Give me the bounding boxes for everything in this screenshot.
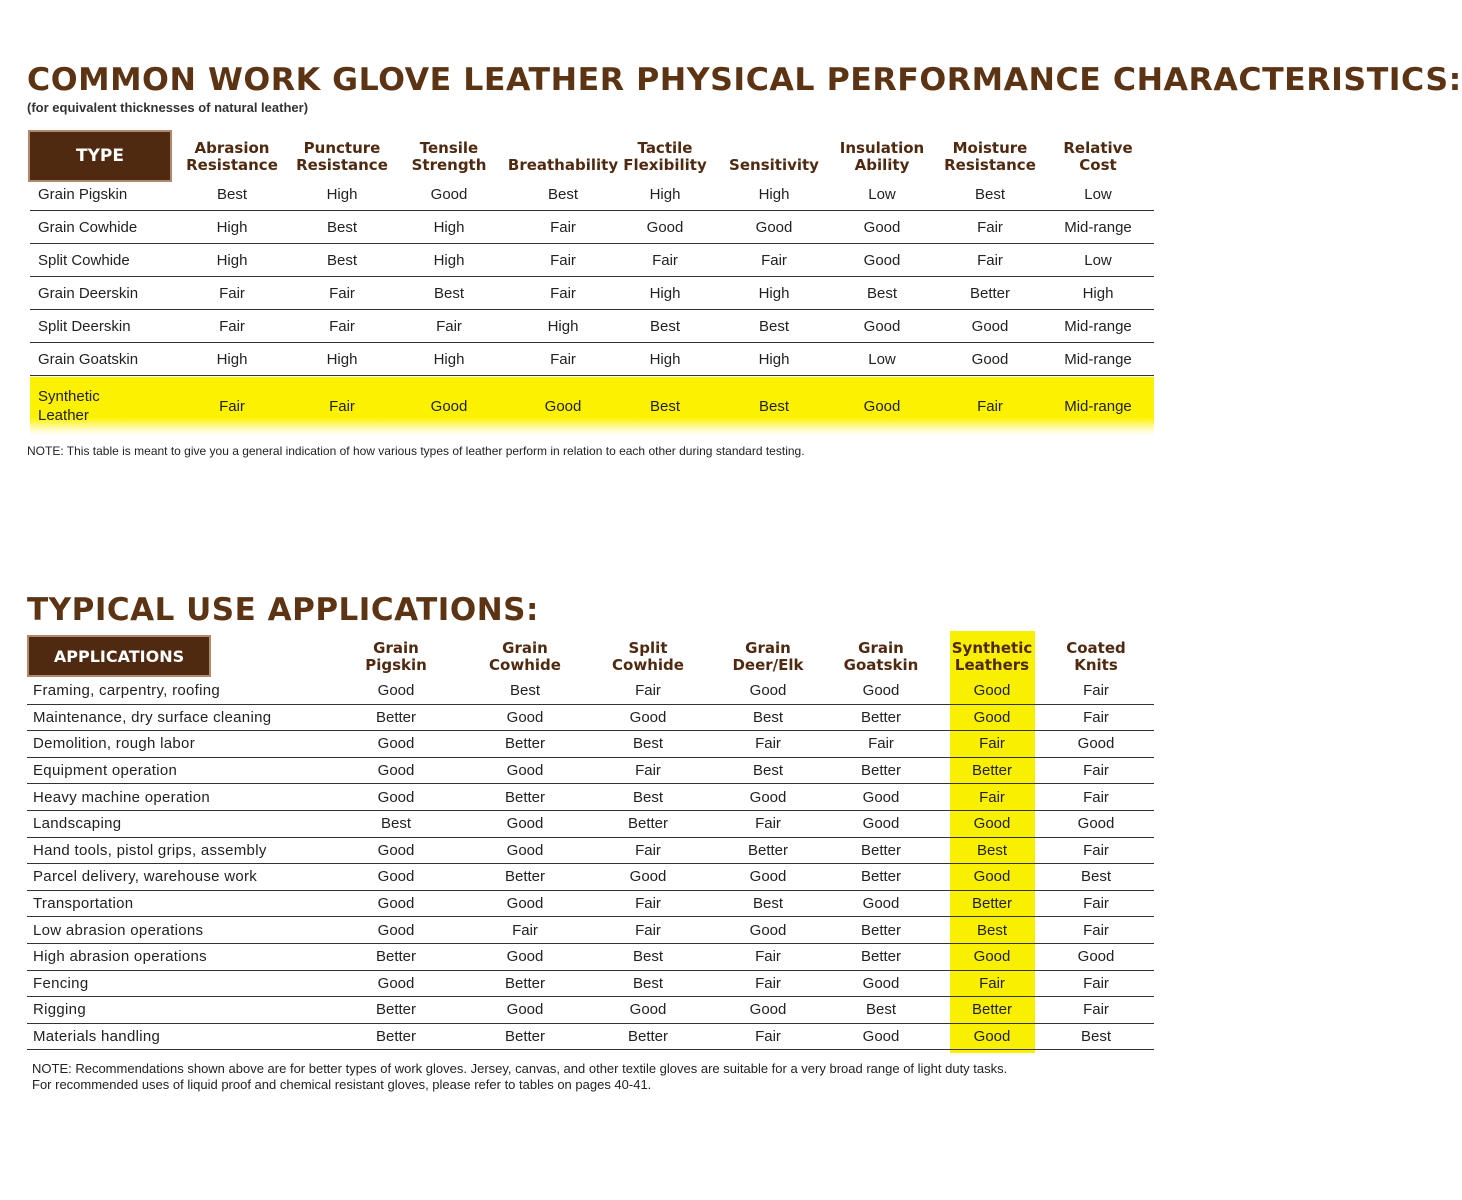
column-header-line: Cowhide xyxy=(489,656,561,674)
column-header-line: Synthetic xyxy=(951,639,1033,657)
application-name: Maintenance, dry surface cleaning xyxy=(33,708,272,726)
column-header-line: Puncture xyxy=(303,139,381,157)
rating-cell: Fair xyxy=(329,397,355,415)
recommendation-cell: Good xyxy=(862,974,900,992)
applications-row xyxy=(27,997,1154,1024)
applications-row xyxy=(27,811,1154,838)
rating-cell: Good xyxy=(863,397,901,415)
rating-cell: Best xyxy=(974,185,1006,203)
applications-row xyxy=(27,864,1154,891)
column-header-line: Split xyxy=(628,639,668,657)
rating-cell: Fair xyxy=(977,218,1003,236)
rating-cell: Best xyxy=(326,218,358,236)
recommendation-cell: Better xyxy=(504,735,546,753)
rating-cell: Good xyxy=(863,218,901,236)
rating-cell: Fair xyxy=(550,284,576,302)
recommendation-cell: Good xyxy=(862,895,900,913)
rating-cell: High xyxy=(433,350,465,368)
rating-cell: Better xyxy=(969,284,1011,302)
recommendation-cell: Better xyxy=(860,841,902,859)
recommendation-cell: Good xyxy=(506,895,544,913)
column-header-line: Pigskin xyxy=(365,656,427,674)
column-header-line: Moisture xyxy=(952,139,1028,157)
rating-cell: Good xyxy=(971,317,1009,335)
column-header-line: Sensitivity xyxy=(729,156,819,174)
rating-cell: Fair xyxy=(550,350,576,368)
recommendation-cell: Good xyxy=(973,1028,1011,1046)
recommendation-cell: Better xyxy=(860,948,902,966)
recommendation-cell: Fair xyxy=(868,735,894,753)
recommendation-cell: Good xyxy=(377,682,415,700)
rating-cell: Best xyxy=(216,185,248,203)
performance-row xyxy=(30,343,1154,376)
column-header-line: Grain xyxy=(502,639,548,657)
applications-column-header xyxy=(489,638,561,674)
column-header-line: Deer/Elk xyxy=(732,656,804,674)
recommendation-cell: Better xyxy=(971,895,1013,913)
column-header-line: Grain xyxy=(745,639,791,657)
rating-cell: Fair xyxy=(977,251,1003,269)
column-header-line: Cost xyxy=(1079,156,1117,174)
recommendation-cell: Best xyxy=(976,921,1008,939)
application-name: Rigging xyxy=(33,1001,86,1019)
application-name: Fencing xyxy=(33,974,89,992)
column-header-line: Ability xyxy=(854,156,910,174)
applications-row xyxy=(27,971,1154,998)
applications-column-header xyxy=(952,638,1033,674)
performance-column-header xyxy=(1063,138,1132,174)
recommendation-cell: Good xyxy=(973,948,1011,966)
rating-cell: Mid-range xyxy=(1064,218,1132,236)
performance-column-header xyxy=(296,138,388,174)
recommendation-cell: Better xyxy=(375,948,417,966)
recommendation-cell: Good xyxy=(506,841,544,859)
column-header-line: Relative xyxy=(1063,139,1133,157)
recommendation-cell: Best xyxy=(632,948,664,966)
rating-cell: High xyxy=(326,350,358,368)
recommendation-cell: Better xyxy=(971,1001,1013,1019)
performance-row xyxy=(30,244,1154,277)
recommendation-cell: Good xyxy=(506,1001,544,1019)
recommendation-cell: Fair xyxy=(755,1028,781,1046)
performance-column-header xyxy=(944,138,1036,174)
recommendation-cell: Fair xyxy=(1083,974,1109,992)
recommendation-cell: Best xyxy=(632,735,664,753)
recommendation-cell: Good xyxy=(749,788,787,806)
recommendation-cell: Fair xyxy=(979,788,1005,806)
rating-cell: Good xyxy=(430,185,468,203)
column-header-line: Insulation xyxy=(839,139,925,157)
type-header-box: TYPE xyxy=(28,130,172,182)
applications-row xyxy=(27,917,1154,944)
performance-subtitle: (for equivalent thicknesses of natural leather) xyxy=(27,100,309,115)
application-name: Transportation xyxy=(33,895,134,913)
recommendation-cell: Good xyxy=(749,1001,787,1019)
recommendation-cell: Good xyxy=(629,1001,667,1019)
recommendation-cell: Best xyxy=(752,708,784,726)
column-header-line: Coated xyxy=(1066,639,1126,657)
recommendation-cell: Best xyxy=(752,762,784,780)
recommendation-cell: Good xyxy=(377,788,415,806)
rating-cell: Fair xyxy=(219,397,245,415)
column-header-line: Abrasion xyxy=(194,139,270,157)
column-header-line: Resistance xyxy=(944,156,1036,174)
rating-cell: Fair xyxy=(219,317,245,335)
performance-row xyxy=(30,377,1154,435)
recommendation-cell: Good xyxy=(506,815,544,833)
recommendation-cell: Better xyxy=(375,1028,417,1046)
rating-cell: Best xyxy=(649,397,681,415)
performance-row xyxy=(30,310,1154,343)
recommendation-cell: Good xyxy=(377,895,415,913)
rating-cell: Best xyxy=(547,185,579,203)
column-header-line: Resistance xyxy=(296,156,388,174)
rating-cell: High xyxy=(433,218,465,236)
application-name: Parcel delivery, warehouse work xyxy=(33,868,258,886)
recommendation-cell: Fair xyxy=(979,735,1005,753)
recommendation-cell: Good xyxy=(377,735,415,753)
rating-cell: Fair xyxy=(329,284,355,302)
applications-column-header xyxy=(365,638,427,674)
applications-header-box: APPLICATIONS xyxy=(27,635,211,677)
recommendation-cell: Better xyxy=(971,762,1013,780)
rating-cell: Best xyxy=(758,317,790,335)
recommendation-cell: Best xyxy=(380,815,412,833)
rating-cell: Good xyxy=(755,218,793,236)
performance-title: COMMON WORK GLOVE LEATHER PHYSICAL PERFORMANCE CHARACTERISTICS: xyxy=(27,62,1462,98)
application-name: Framing, carpentry, roofing xyxy=(33,682,221,700)
applications-row xyxy=(27,678,1154,705)
application-name: High abrasion operations xyxy=(33,948,207,966)
application-name: Hand tools, pistol grips, assembly xyxy=(33,841,267,859)
recommendation-cell: Better xyxy=(375,1001,417,1019)
recommendation-cell: Best xyxy=(976,841,1008,859)
recommendation-cell: Good xyxy=(377,762,415,780)
performance-row xyxy=(30,178,1154,211)
column-header-line: Tensile xyxy=(419,139,479,157)
recommendation-cell: Better xyxy=(504,868,546,886)
leather-type-name: Grain Deerskin xyxy=(38,284,139,302)
rating-cell: High xyxy=(547,317,579,335)
recommendation-cell: Fair xyxy=(1083,1001,1109,1019)
column-header-line: Cowhide xyxy=(612,656,684,674)
applications-row xyxy=(27,705,1154,732)
recommendation-cell: Better xyxy=(860,921,902,939)
recommendation-cell: Fair xyxy=(635,895,661,913)
rating-cell: Fair xyxy=(977,397,1003,415)
recommendation-cell: Better xyxy=(504,1028,546,1046)
recommendation-cell: Fair xyxy=(635,682,661,700)
column-header-line: Breathability xyxy=(507,156,619,174)
leather-type-name: Split Cowhide xyxy=(38,251,130,269)
application-name: Equipment operation xyxy=(33,762,178,780)
column-header-line: Leathers xyxy=(954,656,1030,674)
recommendation-cell: Good xyxy=(862,682,900,700)
column-header-line: Strength xyxy=(411,156,487,174)
rating-cell: Fair xyxy=(550,218,576,236)
recommendation-cell: Fair xyxy=(1083,921,1109,939)
rating-cell: Fair xyxy=(652,251,678,269)
recommendation-cell: Better xyxy=(860,868,902,886)
column-header-line: Goatskin xyxy=(843,656,919,674)
recommendation-cell: Fair xyxy=(1083,895,1109,913)
application-name: Demolition, rough labor xyxy=(33,735,195,753)
recommendation-cell: Better xyxy=(375,708,417,726)
rating-cell: Good xyxy=(971,350,1009,368)
rating-cell: Best xyxy=(866,284,898,302)
recommendation-cell: Fair xyxy=(755,815,781,833)
rating-cell: High xyxy=(649,284,681,302)
recommendation-cell: Fair xyxy=(635,921,661,939)
recommendation-cell: Fair xyxy=(1083,682,1109,700)
recommendation-cell: Good xyxy=(1077,948,1115,966)
recommendation-cell: Fair xyxy=(755,948,781,966)
application-name: Landscaping xyxy=(33,815,122,833)
applications-row xyxy=(27,838,1154,865)
applications-row xyxy=(27,1024,1154,1051)
rating-cell: Mid-range xyxy=(1064,397,1132,415)
recommendation-cell: Best xyxy=(632,974,664,992)
recommendation-cell: Best xyxy=(509,682,541,700)
rating-cell: Low xyxy=(1084,251,1112,269)
recommendation-cell: Good xyxy=(973,708,1011,726)
rating-cell: High xyxy=(326,185,358,203)
performance-column-header xyxy=(186,138,278,174)
rating-cell: Fair xyxy=(219,284,245,302)
recommendation-cell: Good xyxy=(973,682,1011,700)
rating-cell: Good xyxy=(430,397,468,415)
rating-cell: Low xyxy=(868,350,896,368)
leather-type-name: Grain Cowhide xyxy=(38,218,138,236)
leather-type-name: Split Deerskin xyxy=(38,317,131,335)
column-header-line: Knits xyxy=(1074,656,1118,674)
recommendation-cell: Good xyxy=(749,868,787,886)
recommendation-cell: Good xyxy=(1077,735,1115,753)
recommendation-cell: Fair xyxy=(635,762,661,780)
recommendation-cell: Good xyxy=(506,948,544,966)
performance-column-header xyxy=(840,138,924,174)
application-name: Low abrasion operations xyxy=(33,921,204,939)
recommendation-cell: Good xyxy=(506,708,544,726)
recommendation-cell: Good xyxy=(749,682,787,700)
recommendation-cell: Good xyxy=(629,708,667,726)
recommendation-cell: Good xyxy=(506,762,544,780)
applications-row xyxy=(27,891,1154,918)
rating-cell: High xyxy=(1082,284,1114,302)
rating-cell: Best xyxy=(758,397,790,415)
performance-column-header xyxy=(412,138,487,174)
rating-cell: High xyxy=(758,350,790,368)
recommendation-cell: Fair xyxy=(755,735,781,753)
rating-cell: High xyxy=(758,284,790,302)
rating-cell: High xyxy=(216,218,248,236)
rating-cell: Low xyxy=(868,185,896,203)
performance-row xyxy=(30,211,1154,244)
recommendation-cell: Best xyxy=(752,895,784,913)
recommendation-cell: Good xyxy=(862,1028,900,1046)
recommendation-cell: Fair xyxy=(1083,762,1109,780)
recommendation-cell: Good xyxy=(973,868,1011,886)
recommendation-cell: Best xyxy=(1080,1028,1112,1046)
applications-row xyxy=(27,731,1154,758)
recommendation-cell: Fair xyxy=(1083,841,1109,859)
rating-cell: Good xyxy=(544,397,582,415)
application-name: Heavy machine operation xyxy=(33,788,210,806)
recommendation-cell: Good xyxy=(973,815,1011,833)
rating-cell: High xyxy=(758,185,790,203)
performance-column-header xyxy=(729,138,819,174)
applications-note: NOTE: Recommendations shown above are for better types of work gloves. Jersey, canvas, and other textile gloves are suitable for a very broad range of light duty tasks. For recommended uses of liquid proof and chemical resistant gloves, please refer to tables on pages 40-41. xyxy=(32,1061,1008,1092)
applications-title: TYPICAL USE APPLICATIONS: xyxy=(27,592,539,628)
rating-cell: High xyxy=(216,251,248,269)
rating-cell: Mid-range xyxy=(1064,350,1132,368)
performance-column-header xyxy=(623,138,707,174)
rating-cell: High xyxy=(649,350,681,368)
rating-cell: Good xyxy=(646,218,684,236)
application-name: Materials handling xyxy=(33,1028,161,1046)
recommendation-cell: Fair xyxy=(1083,788,1109,806)
recommendation-cell: Good xyxy=(377,868,415,886)
recommendation-cell: Better xyxy=(860,762,902,780)
rating-cell: Best xyxy=(433,284,465,302)
rating-cell: High xyxy=(649,185,681,203)
recommendation-cell: Better xyxy=(504,974,546,992)
rating-cell: Good xyxy=(863,251,901,269)
recommendation-cell: Better xyxy=(747,841,789,859)
performance-column-header xyxy=(508,138,618,174)
applications-row xyxy=(27,758,1154,785)
leather-type-name: Grain Pigskin xyxy=(38,185,128,203)
recommendation-cell: Fair xyxy=(979,974,1005,992)
applications-column-header xyxy=(612,638,684,674)
recommendation-cell: Better xyxy=(627,1028,669,1046)
rating-cell: Best xyxy=(326,251,358,269)
applications-column-header xyxy=(732,638,803,674)
rating-cell: Low xyxy=(1084,185,1112,203)
recommendation-cell: Fair xyxy=(755,974,781,992)
rating-cell: Good xyxy=(863,317,901,335)
rating-cell: Fair xyxy=(329,317,355,335)
column-header-line: Resistance xyxy=(186,156,278,174)
recommendation-cell: Fair xyxy=(1083,708,1109,726)
performance-note: NOTE: This table is meant to give you a general indication of how various types of leather perform in relation to each other during standard testing. xyxy=(27,444,805,458)
recommendation-cell: Good xyxy=(377,974,415,992)
leather-type-name: Synthetic Leather xyxy=(38,388,100,424)
recommendation-cell: Best xyxy=(632,788,664,806)
applications-column-header xyxy=(844,638,919,674)
recommendation-cell: Good xyxy=(749,921,787,939)
applications-row xyxy=(27,784,1154,811)
rating-cell: Best xyxy=(649,317,681,335)
column-header-line: Tactile xyxy=(637,139,693,157)
recommendation-cell: Better xyxy=(504,788,546,806)
recommendation-cell: Good xyxy=(377,841,415,859)
recommendation-cell: Good xyxy=(862,815,900,833)
recommendation-cell: Good xyxy=(862,788,900,806)
recommendation-cell: Good xyxy=(629,868,667,886)
column-header-line: Flexibility xyxy=(623,156,707,174)
recommendation-cell: Good xyxy=(1077,815,1115,833)
applications-row xyxy=(27,944,1154,971)
rating-cell: Fair xyxy=(761,251,787,269)
performance-row xyxy=(30,277,1154,310)
recommendation-cell: Better xyxy=(860,708,902,726)
recommendation-cell: Fair xyxy=(635,841,661,859)
rating-cell: High xyxy=(216,350,248,368)
recommendation-cell: Best xyxy=(865,1001,897,1019)
recommendation-cell: Best xyxy=(1080,868,1112,886)
rating-cell: Mid-range xyxy=(1064,317,1132,335)
recommendation-cell: Better xyxy=(627,815,669,833)
column-header-line: Grain xyxy=(373,639,419,657)
rating-cell: High xyxy=(433,251,465,269)
rating-cell: Fair xyxy=(550,251,576,269)
leather-type-name: Grain Goatskin xyxy=(38,350,139,368)
recommendation-cell: Fair xyxy=(512,921,538,939)
rating-cell: Fair xyxy=(436,317,462,335)
applications-column-header xyxy=(1066,638,1126,674)
column-header-line: Grain xyxy=(858,639,904,657)
recommendation-cell: Good xyxy=(377,921,415,939)
